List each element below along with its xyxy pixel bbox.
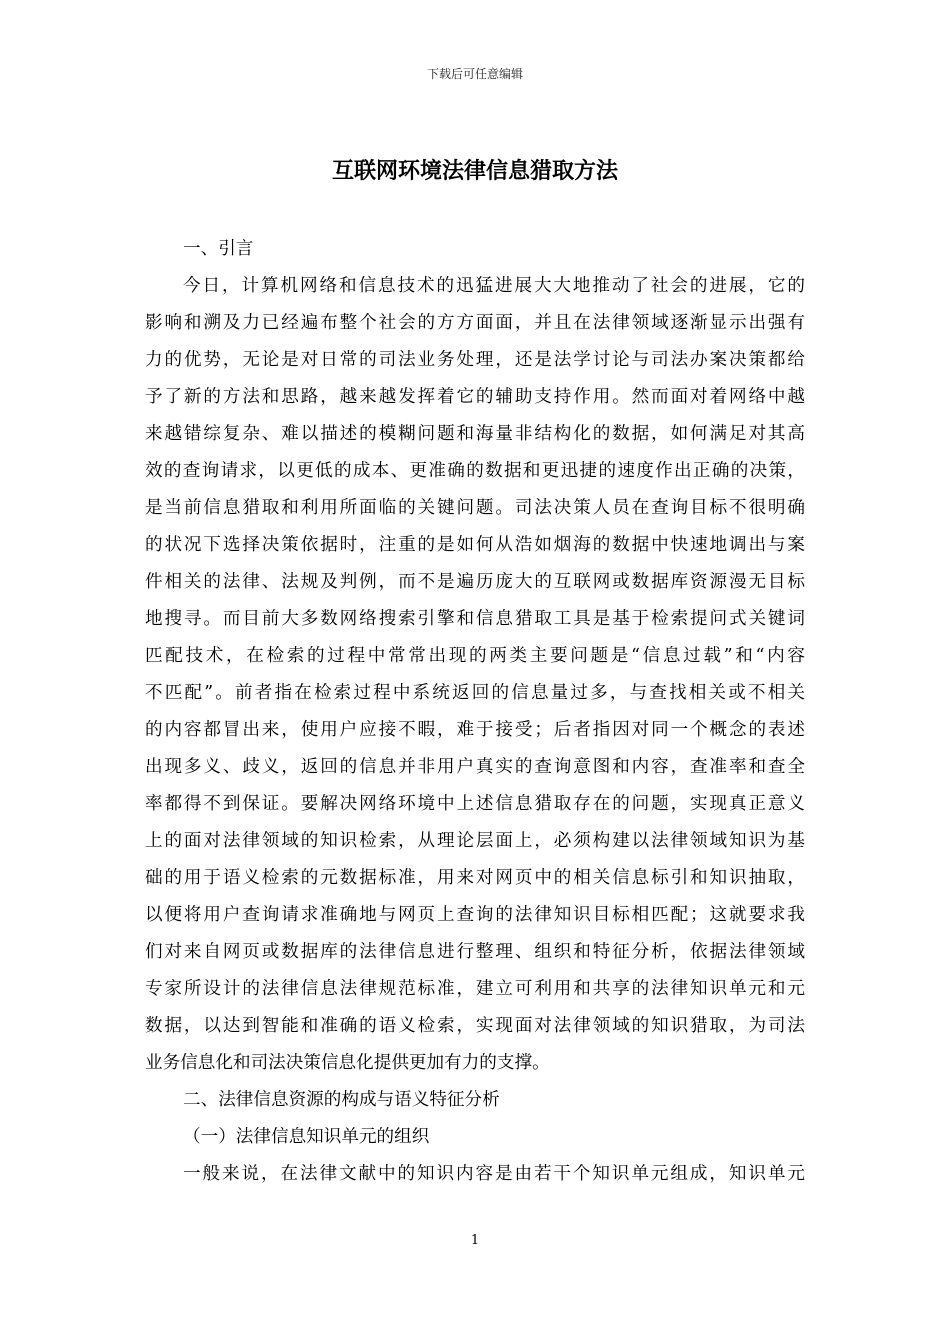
paragraph-line: 以便将用户查询请求准确地与网页上查询的法律知识目标相匹配；这就要求我 [145,905,805,925]
paragraph-line: 效的查询请求，以更低的成本、更准确的数据和更迅捷的速度作出正确的决策， [145,461,805,481]
paragraph-line: 今日，计算机网络和信息技术的迅猛进展大大地推动了社会的进展，它的 [183,276,805,296]
paragraph-line: 匹配技术，在检索的过程中常常出现的两类主要问题是“信息过载”和“内容 [145,646,805,666]
paragraph-line: 来越错综复杂、难以描述的模糊问题和海量非结构化的数据，如何满足对其高 [145,424,805,444]
page-number: 1 [470,1233,480,1248]
paragraph-line: 的状况下选择决策依据时，注重的是如何从浩如烟海的数据中快速地调出与案 [145,535,805,555]
paragraph-line: 予了新的方法和思路，越来越发挥着它的辅助支持作用。然而面对着网络中越 [145,387,805,407]
paragraph-line: 不匹配”。前者指在检索过程中系统返回的信息量过多，与查找相关或不相关 [145,683,805,703]
paragraph-line: 出现多义、歧义，返回的信息并非用户真实的查询意图和内容，查准率和查全 [145,757,805,777]
header-note: 下载后可任意编辑 [426,67,523,81]
section-heading: 一、引言 [183,239,254,259]
paragraph-line: 上的面对法律领域的知识检索，从理论层面上，必须构建以法律领域知识为基 [145,831,805,851]
paragraph-line: 影响和溯及力已经遍布整个社会的方方面面，并且在法律领域逐渐显示出强有 [145,313,805,333]
paragraph-line: 的内容都冒出来，使用户应接不暇，难于接受；后者指因对同一个概念的表述 [145,720,805,740]
paragraph-line: 件相关的法律、法规及判例，而不是遍历庞大的互联网或数据库资源漫无目标 [145,572,805,592]
document-body [145,231,805,1193]
section-subheading: （一）法律信息知识单元的组织 [183,1127,430,1147]
paragraph-line: 力的优势，无论是对日常的司法业务处理，还是法学讨论与司法办案决策都给 [145,350,805,370]
paragraph-line: 是当前信息猎取和利用所面临的关键问题。司法决策人员在查询目标不很明确 [145,498,805,518]
paragraph-line: 们对来自网页或数据库的法律信息进行整理、组织和特征分析，依据法律领域 [145,942,805,962]
paragraph-line: 业务信息化和司法决策信息化提供更加有力的支撑。 [145,1053,550,1073]
paragraph-line: 地搜寻。而目前大多数网络搜索引擎和信息猎取工具是基于检索提问式关键词 [145,609,805,629]
paragraph-line: 础的用于语义检索的元数据标准，用来对网页中的相关信息标引和知识抽取， [145,868,805,888]
paragraph-line: 率都得不到保证。要解决网络环境中上述信息猎取存在的问题，实现真正意义 [145,794,805,814]
paragraph-line: 一般来说，在法律文献中的知识内容是由若干个知识单元组成，知识单元 [183,1164,805,1184]
section-heading: 二、法律信息资源的构成与语义特征分析 [183,1090,500,1110]
paragraph [145,1156,805,1193]
document-title: 互联网环境法律信息猎取方法 [331,158,618,184]
paragraph-line: 数据，以达到智能和准确的语义检索，实现面对法律领域的知识猎取，为司法 [145,1016,805,1036]
paragraph-line: 专家所设计的法律信息法律规范标准，建立可利用和共享的法律知识单元和元 [145,979,805,999]
paragraph [145,268,805,1082]
